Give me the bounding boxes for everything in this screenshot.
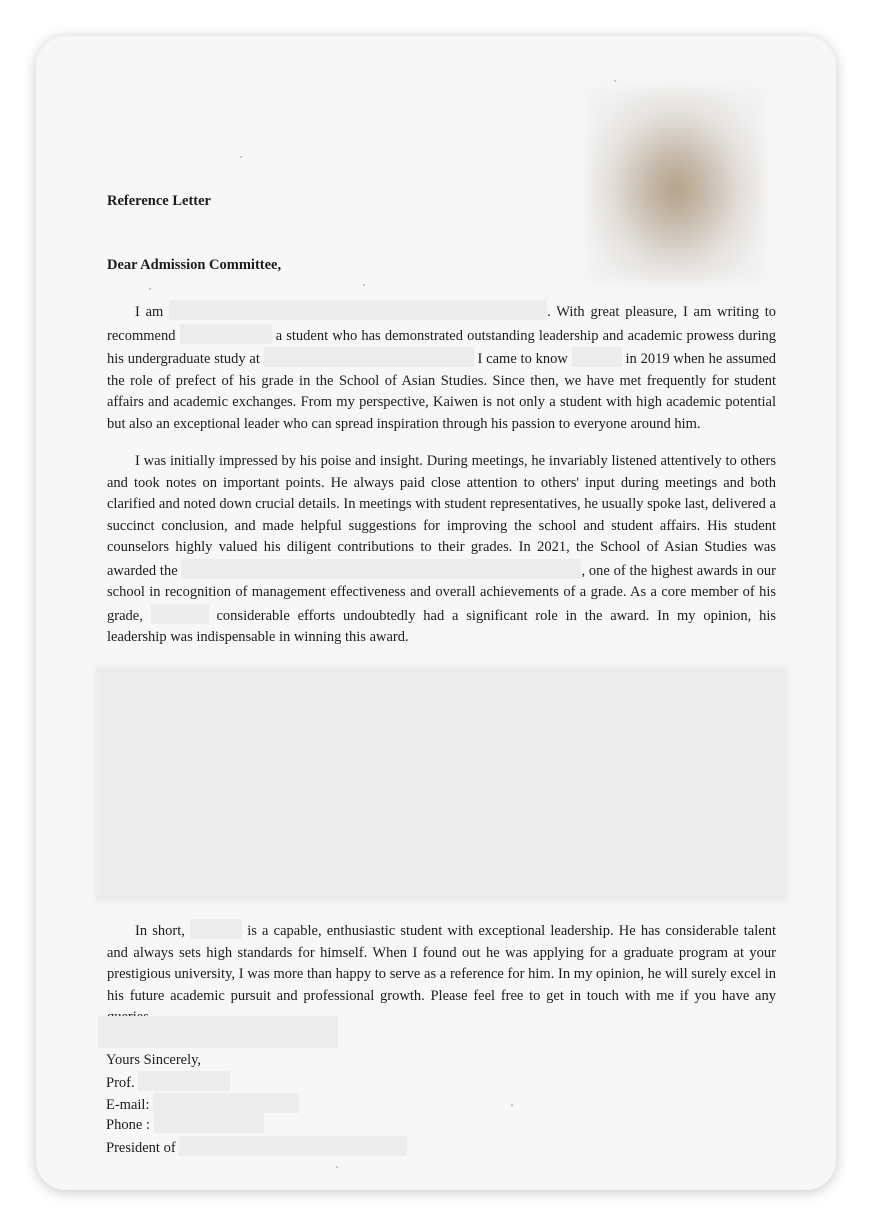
applicant-photo-blurred — [589, 88, 763, 282]
paragraph-conclusion — [107, 919, 776, 1029]
scan-speck — [240, 156, 242, 158]
redacted-university-name — [264, 347, 474, 367]
signature-email — [106, 1093, 299, 1115]
paragraph-text: , one of the highest awards in our school in recognition of management effectiveness and overall achievements of a grade. As a core member of his grade, — [107, 562, 777, 624]
signature-name — [106, 1071, 230, 1093]
redacted-referee-position — [169, 300, 547, 320]
paragraph-introduction — [107, 300, 776, 435]
paragraph-text: In short, — [135, 923, 185, 939]
scan-speck — [363, 284, 365, 286]
paragraph-text: considerable efforts undoubtedly had a significant role in the award. In my opinion, his leadership was indispensable in winning this award. — [107, 607, 777, 645]
paragraph-text: I came to know — [477, 351, 568, 367]
blurred-paragraph — [95, 666, 788, 902]
scan-speck — [614, 80, 616, 82]
signature-phone-label: Phone : — [106, 1117, 150, 1133]
signature-position — [106, 1136, 407, 1158]
signature-email-label: E-mail: — [106, 1097, 150, 1113]
letter-title: Reference Letter — [107, 193, 211, 209]
scan-speck — [336, 1166, 338, 1168]
salutation: Dear Admission Committee, — [107, 257, 282, 273]
signature-position-prefix: President of — [106, 1140, 176, 1156]
scan-speck — [149, 288, 151, 290]
redacted-student-name — [151, 604, 209, 624]
paragraph-text: . With great pleasure, I am writing to recommend — [107, 304, 776, 344]
redacted-email — [153, 1093, 299, 1113]
signature-closing: Yours Sincerely, — [106, 1052, 202, 1068]
letter-page — [36, 36, 836, 1190]
paragraph-text: I was initially impressed by his poise and insight. During meetings, he invariably listened attentively to others and took notes on important points. He always paid close attention to others' input during meetings and both clarified and noted down crucial details. In meetings with student representatives, he usually spoke last, delivered a succinct conclusion, and made helpful suggestions for improving the school and student affairs. His student counselors highly valued his diligent contributions to their grades. In 2021, the School of Asian Studies was awarded the — [107, 453, 776, 579]
signature-name-prefix: Prof. — [106, 1075, 135, 1091]
paragraph-leadership — [107, 451, 776, 649]
redacted-student-name — [190, 919, 242, 939]
redacted-student-name — [572, 347, 622, 367]
paragraph-text: in 2019 when he assumed the role of prefect of his grade in the School of Asian Studies. Since then, we have met frequently for student affairs and academic exchanges. From my perspective, Kaiwen is not only a student with high academic potential but also an exceptional leader who can spread inspiration through his passion to everyone around him. — [107, 351, 777, 432]
redacted-student-name — [180, 324, 272, 344]
redacted-organization — [179, 1136, 407, 1156]
redacted-phone — [154, 1113, 264, 1133]
redacted-overlay — [98, 1016, 338, 1048]
signature-phone — [106, 1113, 264, 1135]
redacted-referee-name — [138, 1071, 230, 1091]
paragraph-text: a student who has demonstrated outstanding leadership and academic prowess during his undergraduate study at — [107, 327, 776, 367]
scan-speck — [511, 1104, 513, 1106]
paragraph-text: I am — [135, 304, 164, 320]
redacted-award-name — [181, 559, 581, 579]
paragraph-text: is a capable, enthusiastic student with exceptional leadership. He has considerable talent and always sets high standards for himself. When I found out he was applying for a graduate program at your prestigious university, I was more than happy to serve as a reference for him. In my opinion, he will surely excel in his future academic pursuit and professional growth. Please feel free to get in touch with me if you have any — [107, 923, 776, 1004]
